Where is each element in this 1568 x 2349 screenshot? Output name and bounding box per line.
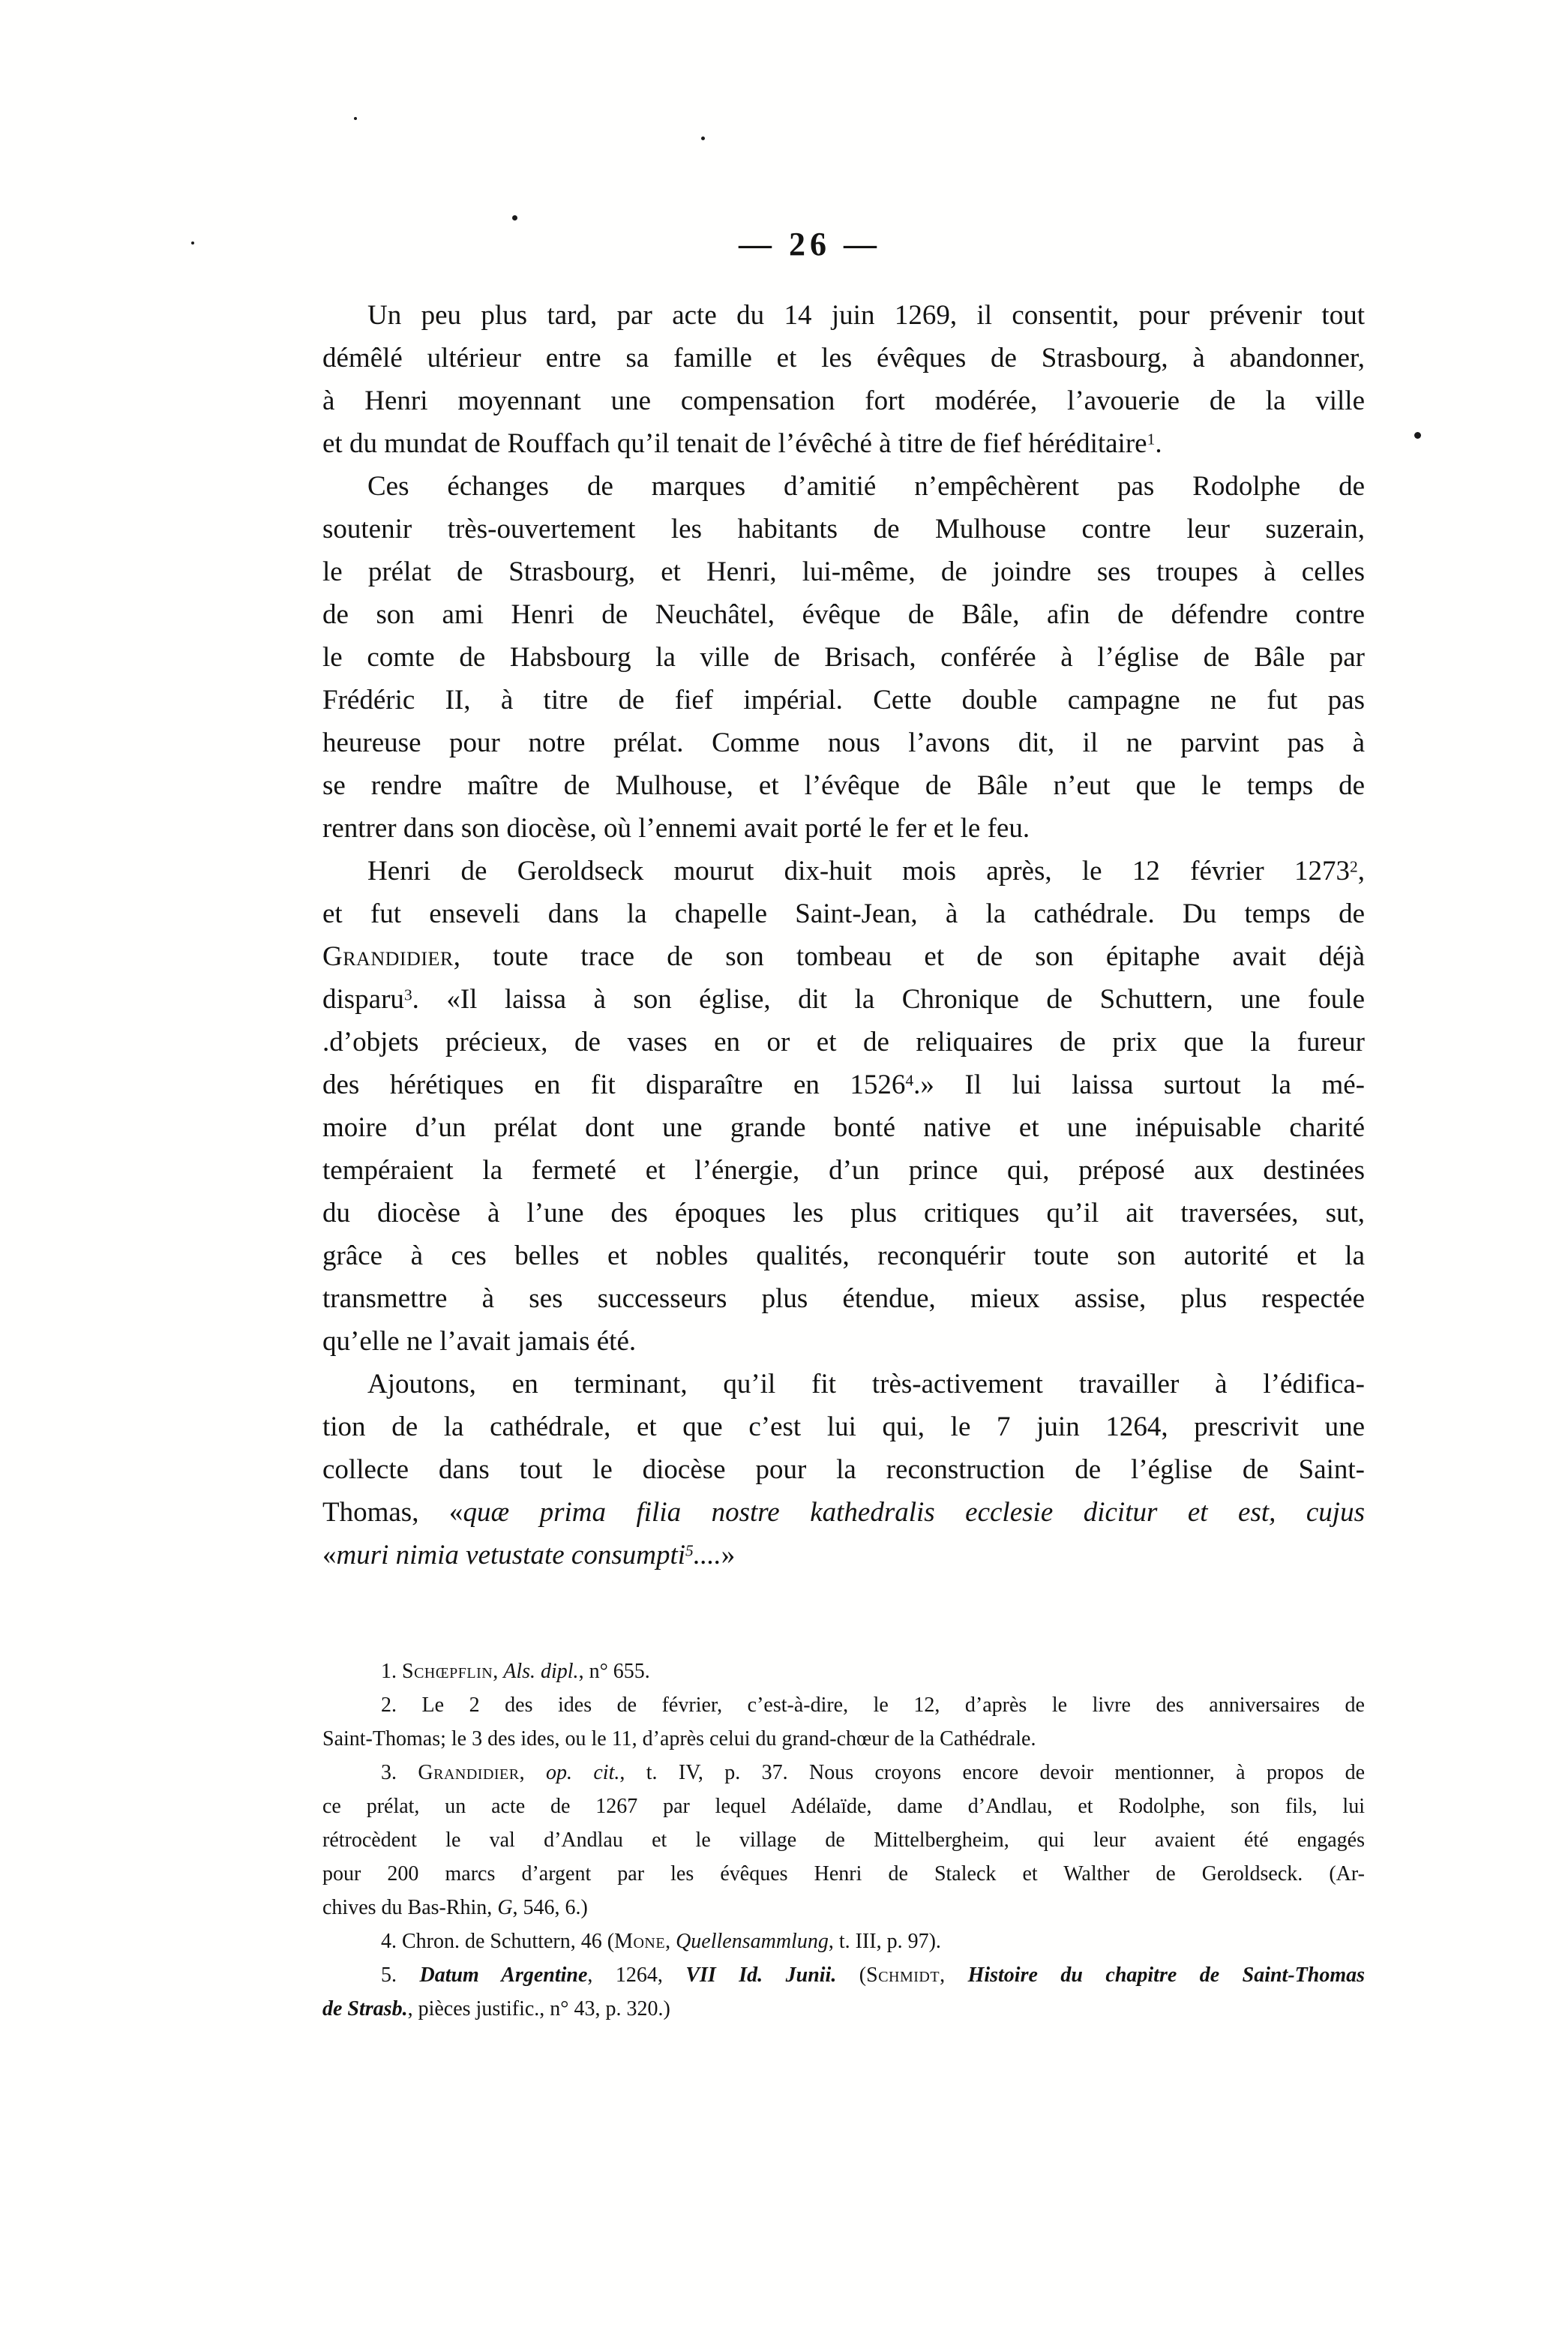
text-line: Henri de Geroldseck mourut dix-huit mois après, le 12 février 1273$^2$, xyxy=(367,856,1365,886)
text-line: Frédéric II, à titre de fief impérial. Cette double campagne ne fut pas xyxy=(322,685,1365,716)
text-line: 2. Le 2 des ides de février, c’est-à-dire, le 12, d’après le livre des anniversaires de xyxy=(381,1694,1365,1717)
text-line: le comte de Habsbourg la ville de Brisach, conférée à l’église de Bâle par xyxy=(322,642,1365,673)
paragraph-2 xyxy=(322,465,1365,850)
page-number: — 26 — xyxy=(739,226,881,262)
text-line: moire d’un prélat dont une grande bonté native et une inépuisable charité xyxy=(322,1112,1365,1143)
text-line: de son ami Henri de Neuchâtel, évêque de Bâle, afin de défendre contre xyxy=(322,599,1365,630)
text-line: tion de la cathédrale, et que c’est lui qui, le 7 juin 1264, prescrivit une xyxy=(322,1412,1365,1442)
text-line: 5. Datum Argentine, 1264, VII Id. Junii. (Schmidt, Histoire du chapitre de Saint-Thomas xyxy=(381,1964,1366,1987)
text-line: Ajoutons, en terminant, qu’il fit très-activement travailler à l’édifica- xyxy=(367,1369,1365,1400)
text-line: pour 200 marcs d’argent par les évêques Henri de Staleck et Walther de Geroldseck. (Ar- xyxy=(322,1862,1365,1886)
text-line: 4. Chron. de Schuttern, 46 (Mone, Quellensammlung, t. III, p. 97). xyxy=(381,1930,941,1953)
text-line: et fut enseveli dans la chapelle Saint-Jean, à la cathédrale. Du temps de xyxy=(322,898,1365,929)
text-line: Ces échanges de marques d’amitié n’empêchèrent pas Rodolphe de xyxy=(367,471,1365,502)
text-line: rentrer dans son diocèse, où l’ennemi avait porté le fer et le feu. xyxy=(322,813,1030,844)
text-line: rétrocèdent le val d’Andlau et le village de Mittelbergheim, qui leur avaient été engagés xyxy=(322,1828,1365,1852)
scan-speck xyxy=(701,136,705,140)
text-line: et du mundat de Rouffach qu’il tenait de l’évêché à titre de fief héréditaire$^1$. xyxy=(322,428,1162,459)
text-line: Un peu plus tard, par acte du 14 juin 1269, il consentit, pour prévenir tout xyxy=(367,300,1365,331)
paragraph-3 xyxy=(322,850,1365,1363)
text-line: Grandidier, toute trace de son tombeau et de son épitaphe avait déjà xyxy=(322,941,1365,972)
text-line: des hérétiques en fit disparaître en 1526$^4$.» Il lui laissa surtout la mé- xyxy=(322,1070,1365,1100)
scan-speck xyxy=(354,117,357,120)
text-line: qu’elle ne l’avait jamais été. xyxy=(322,1326,637,1357)
text-line: «muri nimia vetustate consumpti$^5$....» xyxy=(322,1540,736,1570)
footnote-3 xyxy=(322,1756,1365,1924)
text-line: grâce à ces belles et nobles qualités, reconquérir toute son autorité et la xyxy=(322,1240,1365,1271)
text-line: le prélat de Strasbourg, et Henri, lui-même, de joindre ses troupes à celles xyxy=(322,556,1365,587)
text-line: 1. Schœpflin, Als. dipl., n° 655. xyxy=(381,1660,650,1683)
text-line: 3. Grandidier, op. cit., t. IV, p. 37. Nous croyons encore devoir mentionner, à propos de xyxy=(381,1761,1366,1784)
text-line: transmettre à ses successeurs plus étendue, mieux assise, plus respectée xyxy=(322,1283,1365,1314)
footnote-1 xyxy=(322,1654,1365,1688)
paragraph-4 xyxy=(322,1363,1365,1576)
footnote-2 xyxy=(322,1688,1365,1756)
text-line: soutenir très-ouvertement les habitants de Mulhouse contre leur suzerain, xyxy=(322,514,1365,544)
text-line: chives du Bas-Rhin, G, 546, 6.) xyxy=(322,1896,588,1919)
text-line: Saint-Thomas; le 3 des ides, ou le 11, d’après celui du grand-chœur de la Cathédrale. xyxy=(322,1727,1036,1750)
text-line: à Henri moyennant une compensation fort modérée, l’avouerie de la ville xyxy=(322,386,1365,416)
footnote-4 xyxy=(322,1924,1365,1958)
scan-speck xyxy=(191,242,194,244)
text-line: se rendre maître de Mulhouse, et l’évêque de Bâle n’eut que le temps de xyxy=(322,770,1365,801)
scan-speck xyxy=(1414,432,1421,439)
text-line: disparu$^3$. «Il laissa à son église, dit la Chronique de Schuttern, une foule xyxy=(322,984,1365,1015)
text-line: démêlé ultérieur entre sa famille et les évêques de Strasbourg, à abandonner, xyxy=(322,343,1365,374)
paragraph-1 xyxy=(322,294,1365,465)
text-line: .d’objets précieux, de vases en or et de reliquaires de prix que la fureur xyxy=(322,1027,1365,1058)
text-line: tempéraient la fermeté et l’énergie, d’un prince qui, préposé aux destinées xyxy=(322,1155,1365,1186)
text-line: collecte dans tout le diocèse pour la reconstruction de l’église de Saint- xyxy=(322,1454,1365,1485)
body-text xyxy=(322,294,1365,1576)
text-line: heureuse pour notre prélat. Comme nous l’avons dit, il ne parvint pas à xyxy=(322,728,1365,758)
text-line: Thomas, «quæ prima filia nostre kathedralis ecclesie dicitur et est, cujus xyxy=(322,1497,1365,1528)
text-line: du diocèse à l’une des époques les plus critiques qu’il ait traversées, sut, xyxy=(322,1198,1365,1228)
footnote-5 xyxy=(322,1958,1365,2026)
text-line: ce prélat, un acte de 1267 par lequel Adélaïde, dame d’Andlau, et Rodolphe, son fils, lui xyxy=(322,1795,1365,1818)
scan-speck xyxy=(512,215,517,220)
text-line: de Strasb., pièces justific., n° 43, p. 320.) xyxy=(322,1997,670,2020)
footnotes xyxy=(322,1654,1365,2026)
